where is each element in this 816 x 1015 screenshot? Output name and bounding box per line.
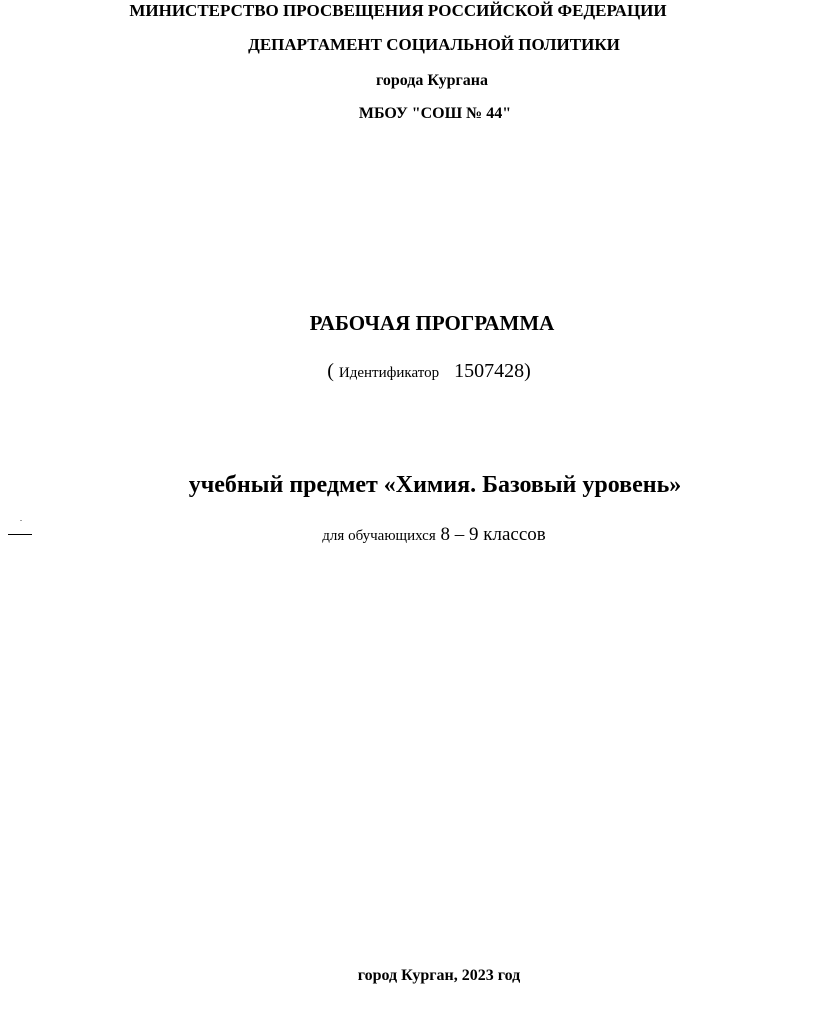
students-line [26,524,816,546]
subject-line: учебный предмет «Химия. Базовый уровень» [188,472,682,498]
identifier-label: Идентификатор [338,365,440,381]
footer-place-year: город Курган, 2023 год [357,967,521,984]
students-grades: 8 – 9 классов [435,524,546,545]
ministry-heading: МИНИСТЕРСТВО ПРОСВЕЩЕНИЯ РОССИЙСКОЙ ФЕДЕРАЦИИ [129,1,667,20]
identifier-value: 1507428) [454,360,531,382]
identifier-open-paren: ( [327,360,339,382]
margin-rule [8,534,32,535]
program-title: РАБОЧАЯ ПРОГРАММА [309,311,555,335]
program-identifier [21,360,816,383]
students-for: для [322,528,349,544]
city-heading: города Кургана [376,72,488,89]
students-label: обучающихся [348,528,436,544]
school-heading: МБОУ "СОШ № 44" [358,105,512,122]
margin-dot: . [20,514,22,523]
department-heading: ДЕПАРТАМЕНТ СОЦИАЛЬНОЙ ПОЛИТИКИ [248,35,620,54]
